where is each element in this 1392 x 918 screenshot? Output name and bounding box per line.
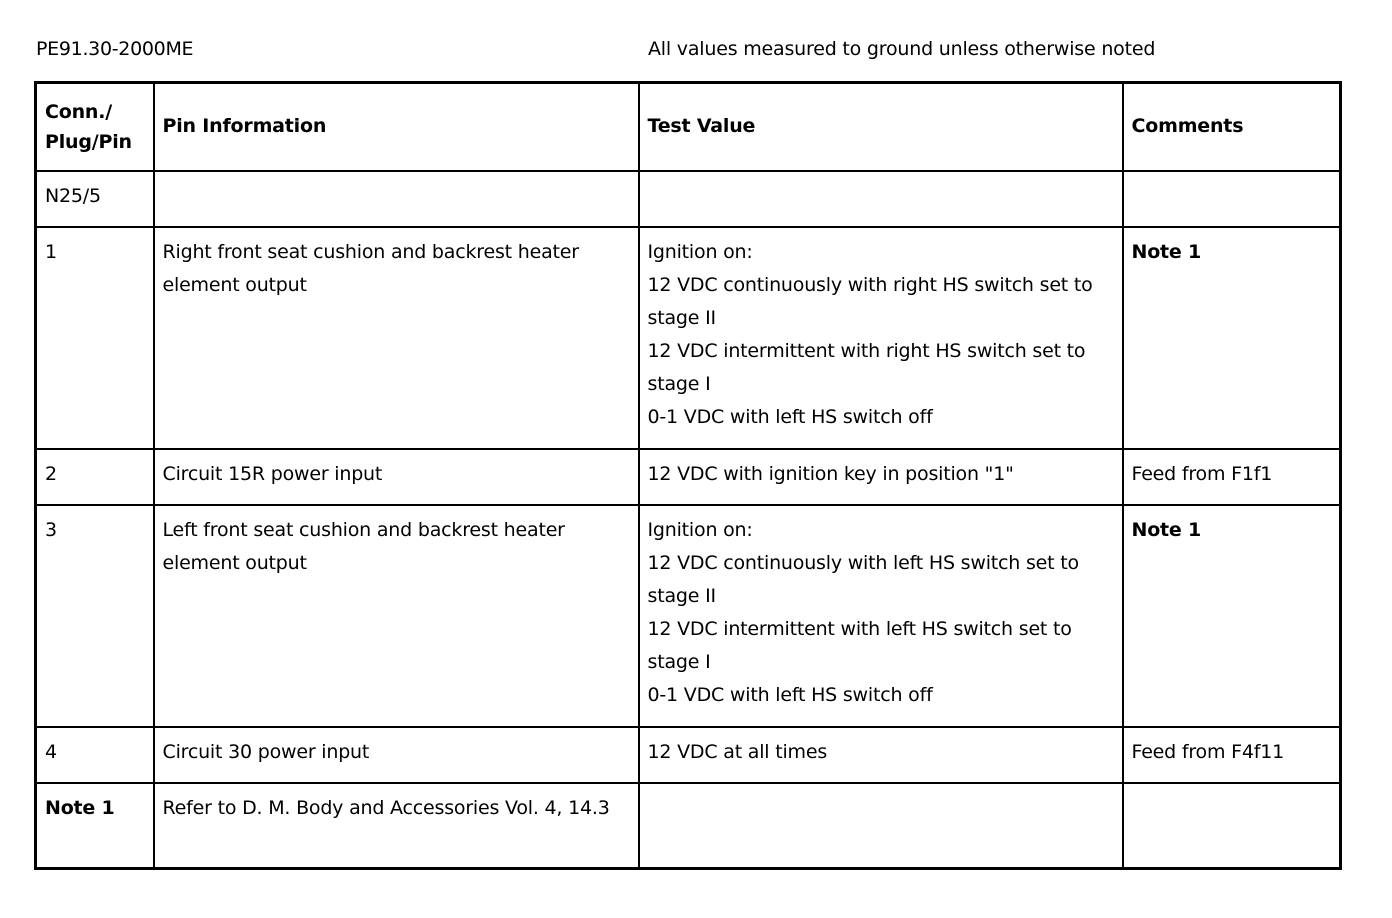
column-header-conn-line2: Plug/Pin	[45, 130, 132, 153]
pin-info: Right front seat cushion and backrest heater element output	[154, 227, 639, 449]
test-value	[639, 449, 1123, 505]
column-header-comments: Comments	[1123, 83, 1341, 171]
note-text: Refer to D. M. Body and Accessories Vol. 4, 14.3	[154, 783, 639, 869]
empty-cell	[639, 171, 1123, 227]
empty-cell	[639, 783, 1123, 869]
document-id: PE91.30-2000ME	[36, 38, 194, 60]
test-value-line: 12 VDC continuously with right HS switch set to stage II	[647, 273, 1093, 329]
empty-cell	[1123, 171, 1341, 227]
note-row	[36, 783, 1341, 869]
pin-number: 1	[36, 227, 154, 449]
test-value	[639, 227, 1123, 449]
comment: Note 1	[1123, 505, 1341, 727]
test-value-line: 12 VDC continuously with left HS switch set to stage II	[647, 551, 1079, 607]
test-value-line: 12 VDC with ignition key in position "1"	[647, 462, 1014, 485]
column-header-conn	[36, 83, 154, 171]
pin-number: 4	[36, 727, 154, 783]
table-row	[36, 505, 1341, 727]
table-row	[36, 727, 1341, 783]
table-row	[36, 227, 1341, 449]
empty-cell	[1123, 783, 1341, 869]
connector-id: N25/5	[36, 171, 154, 227]
comment: Feed from F4f11	[1123, 727, 1341, 783]
test-value-line: 0-1 VDC with left HS switch off	[647, 405, 933, 428]
connector-row	[36, 171, 1341, 227]
pin-number: 2	[36, 449, 154, 505]
comment: Feed from F1f1	[1123, 449, 1341, 505]
empty-cell	[154, 171, 639, 227]
note-label: Note 1	[36, 783, 154, 869]
pin-number: 3	[36, 505, 154, 727]
column-header-pin-info: Pin Information	[154, 83, 639, 171]
test-value-line: 12 VDC at all times	[647, 740, 828, 763]
test-value	[639, 505, 1123, 727]
test-value-line: Ignition on:	[647, 518, 753, 541]
test-value	[639, 727, 1123, 783]
comment: Note 1	[1123, 227, 1341, 449]
table-row	[36, 449, 1341, 505]
measurement-note: All values measured to ground unless otherwise noted	[648, 38, 1156, 60]
test-value-line: 12 VDC intermittent with left HS switch set to stage I	[647, 617, 1072, 673]
test-value-line: 0-1 VDC with left HS switch off	[647, 683, 933, 706]
pin-info: Circuit 15R power input	[154, 449, 639, 505]
header-row	[36, 83, 1341, 171]
test-value-line: 12 VDC intermittent with right HS switch set to stage I	[647, 339, 1086, 395]
column-header-test-value: Test Value	[639, 83, 1123, 171]
column-header-conn-line1: Conn./	[45, 100, 113, 123]
pin-table	[34, 81, 1342, 870]
pin-info: Left front seat cushion and backrest heater element output	[154, 505, 639, 727]
pin-info: Circuit 30 power input	[154, 727, 639, 783]
test-value-line: Ignition on:	[647, 240, 753, 263]
